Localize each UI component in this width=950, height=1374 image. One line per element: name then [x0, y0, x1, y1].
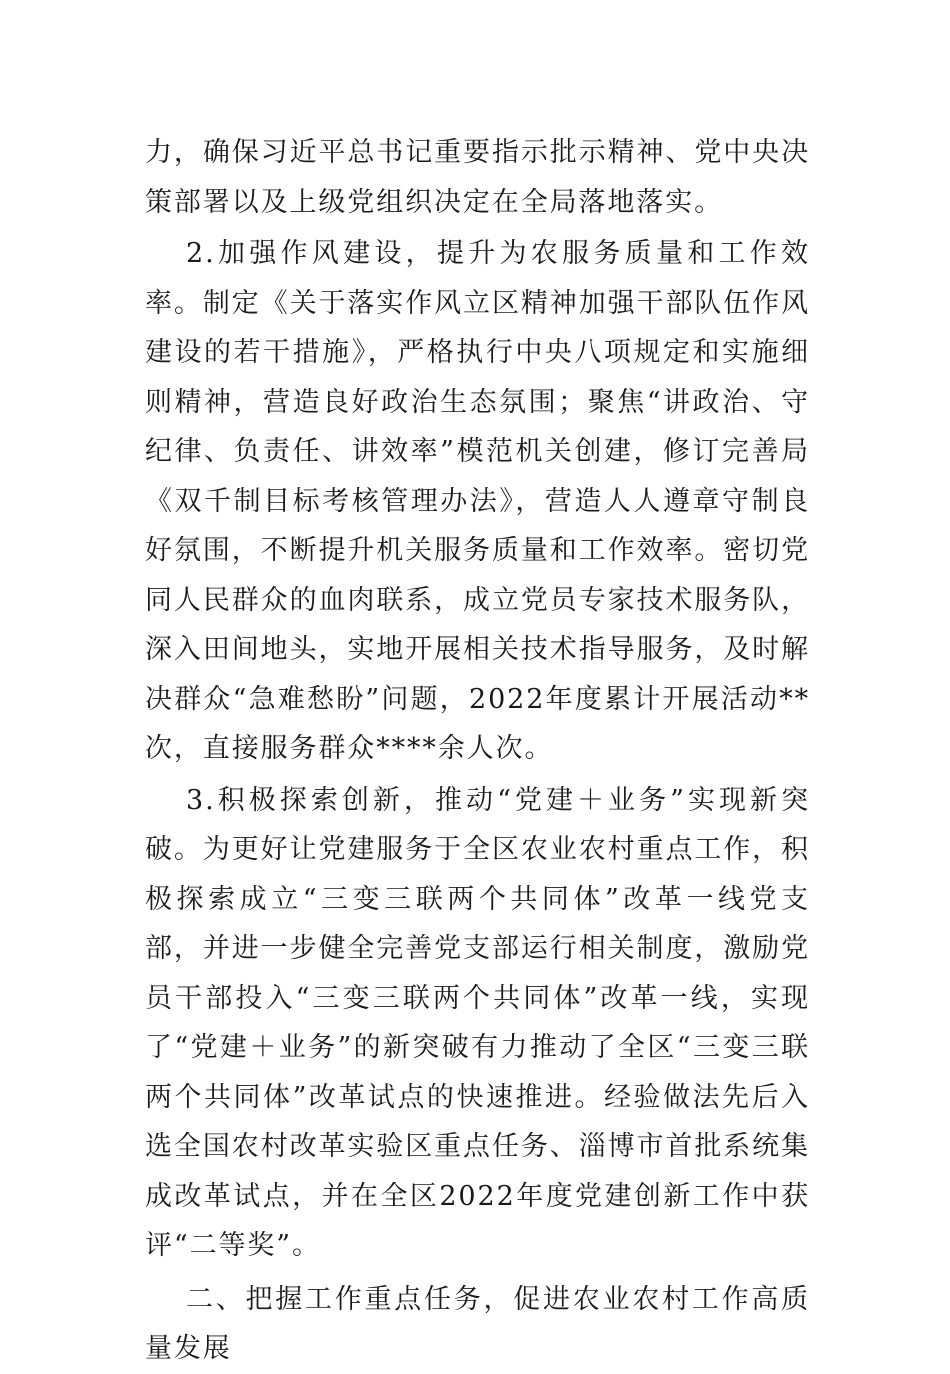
document-body	[145, 128, 810, 1374]
paragraph-item-3: 3.积极探索创新，推动“党建＋业务”实现新突破。为更好让党建服务于全区农业农村重点工作，积极探索成立“三变三联两个共同体”改革一线党支部，并进一步健全完善党支部运行相关制度，激励党员干部投入“三变三联两个共同体”改革一线，实现了“党建＋业务”的新突破有力推动了全区“三变三联两个共同体”改革试点的快速推进。经验做法先后入选全国农村改革实验区重点任务、淄博市首批系统集成改革试点，并在全区2022年度党建创新工作中获评“二等奖”。	[145, 784, 810, 1261]
section-heading: 二、把握工作重点任务，促进农业农村工作高质量发展	[145, 1283, 810, 1364]
paragraph-continuation: 力，确保习近平总书记重要指示批示精神、党中央决策部署以及上级党组织决定在全局落地落实。	[145, 137, 810, 218]
paragraph-item-2: 2.加强作风建设，提升为农服务质量和工作效率。制定《关于落实作风立区精神加强干部队伍作风建设的若干措施》，严格执行中央八项规定和实施细则精神，营造良好政治生态氛围；聚焦“讲政治、守纪律、负责任、讲效率”模范机关创建，修订完善局《双千制目标考核管理办法》，营造人人遵章守制良好氛围，不断提升机关服务质量和工作效率。密切党同人民群众的血肉联系，成立党员专家技术服务队，深入田间地头，实地开展相关技术指导服务，及时解决群众“急难愁盼”问题，2022年度累计开展活动**次，直接服务群众****余人次。	[145, 238, 810, 764]
